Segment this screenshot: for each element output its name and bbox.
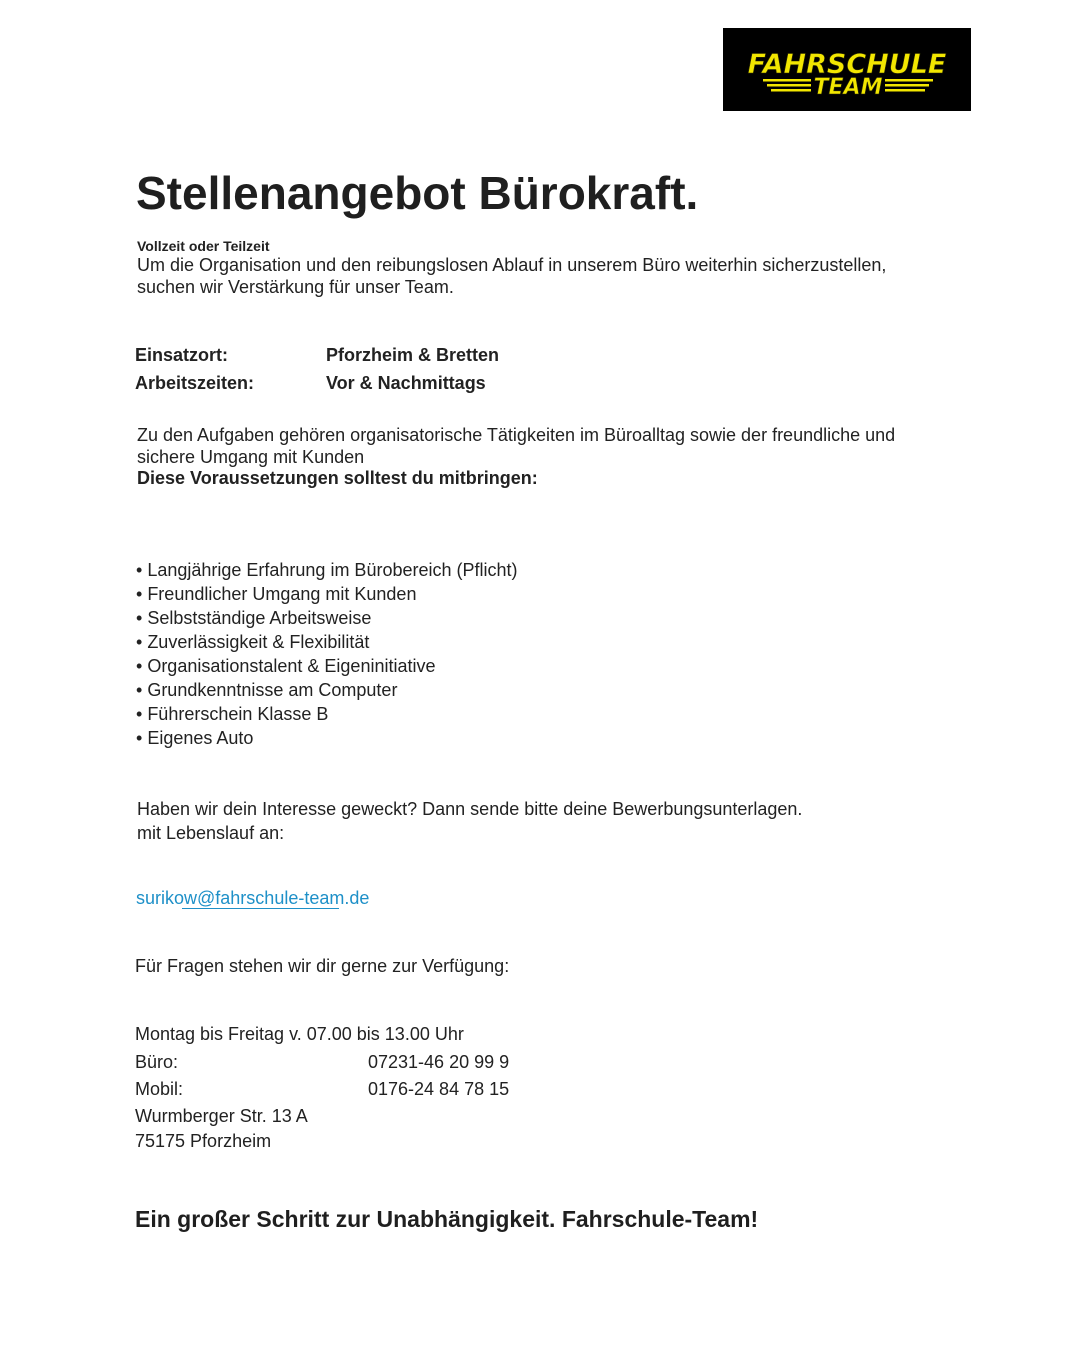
contact-office-row	[135, 1052, 510, 1073]
tasks-line: Zu den Aufgaben gehören organisatorische Tätigkeiten im Büroalltag sowie der freundliche und	[137, 425, 896, 445]
intro-line: suchen wir Verstärkung für unser Team.	[137, 277, 454, 297]
tasks-text	[137, 424, 977, 468]
list-item: • Langjährige Erfahrung im Bürobereich (Pflicht)	[136, 558, 518, 582]
logo-line1: FAHRSCHULE	[747, 49, 947, 80]
contact-street: Wurmberger Str. 13 A	[135, 1106, 308, 1126]
logo-graphic	[723, 28, 971, 111]
intro-line: Um die Organisation und den reibungslosen Ablauf in unserem Büro weiterhin sicherzustellen,	[137, 255, 887, 275]
logo-line2: TEAM	[813, 75, 883, 100]
info-value: Pforzheim & Bretten	[326, 345, 500, 365]
mobile-label: Mobil:	[135, 1079, 184, 1099]
info-label: Arbeitszeiten:	[135, 373, 255, 393]
info-value: Vor & Nachmittags	[326, 373, 486, 393]
list-item: • Freundlicher Umgang mit Kunden	[136, 582, 518, 606]
company-logo	[723, 28, 971, 111]
page-title: Stellenangebot Bürokraft.	[136, 167, 699, 219]
contact-mobile-row	[135, 1079, 510, 1100]
list-item: • Führerschein Klasse B	[136, 702, 518, 726]
logo-stripe	[767, 84, 811, 87]
logo-stripe	[885, 89, 925, 92]
employment-type: Vollzeit oder Teilzeit	[137, 238, 270, 254]
tasks-line: sichere Umgang mit Kunden	[137, 447, 365, 467]
logo-stripe	[771, 89, 811, 92]
list-item: • Grundkenntnisse am Computer	[136, 678, 518, 702]
mobile-phone: 0176-24 84 78 15	[368, 1079, 510, 1099]
email-underline	[182, 908, 339, 909]
office-phone: 07231-46 20 99 9	[368, 1052, 510, 1072]
apply-text	[137, 797, 977, 845]
info-label: Einsatzort:	[135, 345, 229, 365]
list-item: • Organisationstalent & Eigeninitiative	[136, 654, 518, 678]
contact-city: 75175 Pforzheim	[135, 1131, 272, 1151]
questions-text: Für Fragen stehen wir dir gerne zur Verfügung:	[135, 956, 510, 976]
list-item: • Eigenes Auto	[136, 726, 518, 750]
slogan: Ein großer Schritt zur Unabhängigkeit. Fahrschule-Team!	[135, 1206, 759, 1232]
requirements-heading: Diese Voraussetzungen solltest du mitbringen:	[137, 468, 538, 488]
email-link[interactable]	[136, 888, 369, 909]
apply-line: Haben wir dein Interesse geweckt? Dann sende bitte deine Bewerbungsunterlagen.	[137, 799, 803, 819]
requirements-list	[136, 558, 518, 750]
logo-stripe	[885, 84, 929, 87]
intro-text	[137, 254, 977, 298]
office-label: Büro:	[135, 1052, 179, 1072]
email-text: surikow@fahrschule-team.de	[136, 888, 370, 908]
contact-hours: Montag bis Freitag v. 07.00 bis 13.00 Uhr	[135, 1024, 464, 1044]
list-item: • Zuverlässigkeit & Flexibilität	[136, 630, 518, 654]
list-item: • Selbstständige Arbeitsweise	[136, 606, 518, 630]
apply-line: mit Lebenslauf an:	[137, 823, 285, 843]
